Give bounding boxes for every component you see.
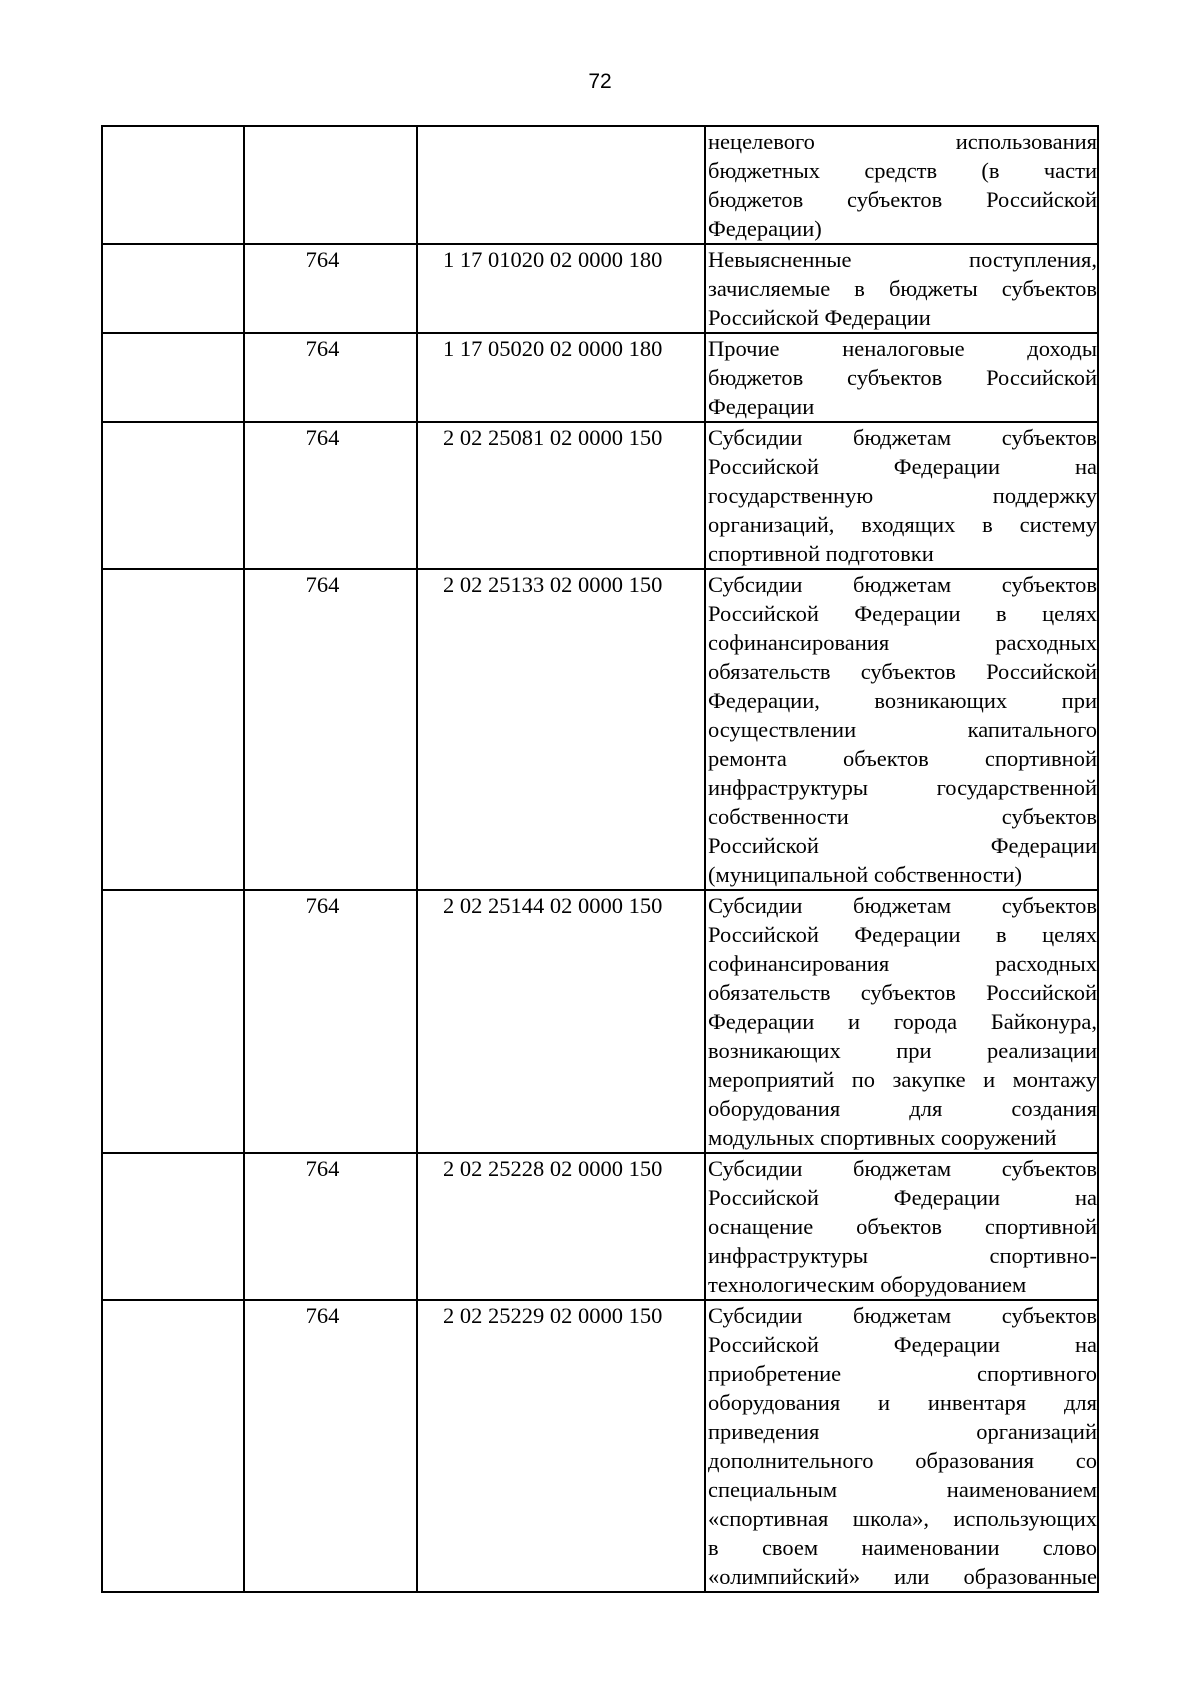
income-name-line: Невыясненные поступления, [708, 247, 1097, 272]
income-name-line: обязательств субъектов Российской [708, 980, 1097, 1005]
table-row [102, 333, 1098, 422]
income-name-cell [705, 126, 1098, 244]
budget-code-cell: 2 02 25229 02 0000 150 [417, 1300, 705, 1592]
income-name-line: мероприятий по закупке и монтажу [708, 1067, 1097, 1092]
income-name-line: зачисляемые в бюджеты субъектов [708, 276, 1097, 301]
income-name-line: организаций, входящих в систему [708, 512, 1097, 537]
admin-code-cell: 764 [244, 333, 417, 422]
budget-codes-table [101, 125, 1099, 1593]
income-name-line: нецелевого использования [708, 129, 1097, 154]
table-row [102, 1300, 1098, 1592]
income-name-line: Субсидии бюджетам субъектов [708, 893, 1097, 918]
income-name-line: (муниципальной собственности) [708, 862, 1023, 887]
admin-code-cell: 764 [244, 569, 417, 890]
budget-code-cell [417, 126, 705, 244]
admin-code-cell: 764 [244, 1300, 417, 1592]
empty-cell [102, 569, 244, 890]
income-name-line: инфраструктуры спортивно- [708, 1243, 1097, 1268]
empty-cell [102, 890, 244, 1153]
table-row [102, 1153, 1098, 1300]
income-name-line: оборудования для создания [708, 1096, 1097, 1121]
income-name-line: возникающих при реализации [708, 1038, 1097, 1063]
income-name-cell [705, 890, 1098, 1153]
income-name-line: спортивной подготовки [708, 541, 934, 566]
income-name-line: Субсидии бюджетам субъектов [708, 1303, 1097, 1328]
income-name-line: собственности субъектов [708, 804, 1097, 829]
income-name-line: технологическим оборудованием [708, 1272, 1027, 1297]
income-name-line: Субсидии бюджетам субъектов [708, 572, 1097, 597]
income-name-line: софинансирования расходных [708, 951, 1097, 976]
income-name-line: Российской Федерации на [708, 1185, 1097, 1210]
income-name-line: Прочие неналоговые доходы [708, 336, 1097, 361]
income-name-line: Российской Федерации [708, 833, 1097, 858]
income-name-line: приобретение спортивного [708, 1361, 1097, 1386]
income-name-line: специальным наименованием [708, 1477, 1097, 1502]
income-name-line: оборудования и инвентаря для [708, 1390, 1097, 1415]
empty-cell [102, 422, 244, 569]
income-name-line: государственную поддержку [708, 483, 1097, 508]
income-name-line: Российской Федерации в целях [708, 922, 1097, 947]
budget-code-cell: 2 02 25228 02 0000 150 [417, 1153, 705, 1300]
empty-cell [102, 244, 244, 333]
empty-cell [102, 1153, 244, 1300]
income-name-line: бюджетов субъектов Российской [708, 187, 1097, 212]
budget-code-cell: 2 02 25133 02 0000 150 [417, 569, 705, 890]
admin-code-cell: 764 [244, 244, 417, 333]
income-name-cell [705, 1153, 1098, 1300]
admin-code-cell: 764 [244, 422, 417, 569]
budget-code-cell: 2 02 25144 02 0000 150 [417, 890, 705, 1153]
income-name-line: ремонта объектов спортивной [708, 746, 1097, 771]
table-row [102, 569, 1098, 890]
income-name-line: «олимпийский» или образованные [708, 1564, 1097, 1589]
budget-code-cell: 1 17 05020 02 0000 180 [417, 333, 705, 422]
income-name-line: Федерации и города Байконура, [708, 1009, 1097, 1034]
income-name-line: модульных спортивных сооружений [708, 1125, 1057, 1150]
income-name-line: Субсидии бюджетам субъектов [708, 425, 1097, 450]
income-name-line: Субсидии бюджетам субъектов [708, 1156, 1097, 1181]
budget-code-cell: 2 02 25081 02 0000 150 [417, 422, 705, 569]
income-name-line: инфраструктуры государственной [708, 775, 1097, 800]
income-name-line: в своем наименовании слово [708, 1535, 1097, 1560]
budget-code-cell: 1 17 01020 02 0000 180 [417, 244, 705, 333]
income-name-cell [705, 569, 1098, 890]
income-name-line: Федерации, возникающих при [708, 688, 1097, 713]
table-row [102, 890, 1098, 1153]
table-row [102, 126, 1098, 244]
admin-code-cell: 764 [244, 1153, 417, 1300]
empty-cell [102, 333, 244, 422]
income-name-line: Федерации) [708, 216, 822, 241]
income-name-line: оснащение объектов спортивной [708, 1214, 1097, 1239]
empty-cell [102, 126, 244, 244]
income-name-line: обязательств субъектов Российской [708, 659, 1097, 684]
income-name-line: Российской Федерации на [708, 454, 1097, 479]
income-name-line: софинансирования расходных [708, 630, 1097, 655]
table-row [102, 244, 1098, 333]
table-body [102, 126, 1098, 1592]
empty-cell [102, 1300, 244, 1592]
income-name-line: Российской Федерации [708, 305, 931, 330]
admin-code-cell [244, 126, 417, 244]
income-name-cell [705, 333, 1098, 422]
admin-code-cell: 764 [244, 890, 417, 1153]
income-name-line: бюджетов субъектов Российской [708, 365, 1097, 390]
income-name-line: Российской Федерации в целях [708, 601, 1097, 626]
income-name-line: Федерации [708, 394, 815, 419]
income-name-cell [705, 244, 1098, 333]
income-name-line: Российской Федерации на [708, 1332, 1097, 1357]
income-name-cell [705, 422, 1098, 569]
income-name-line: осуществлении капитального [708, 717, 1097, 742]
income-name-line: «спортивная школа», использующих [708, 1506, 1097, 1531]
income-name-cell [705, 1300, 1098, 1592]
page-number: 72 [588, 70, 612, 93]
table-row [102, 422, 1098, 569]
income-name-line: приведения организаций [708, 1419, 1097, 1444]
income-name-line: бюджетных средств (в части [708, 158, 1097, 183]
income-name-line: дополнительного образования со [708, 1448, 1097, 1473]
